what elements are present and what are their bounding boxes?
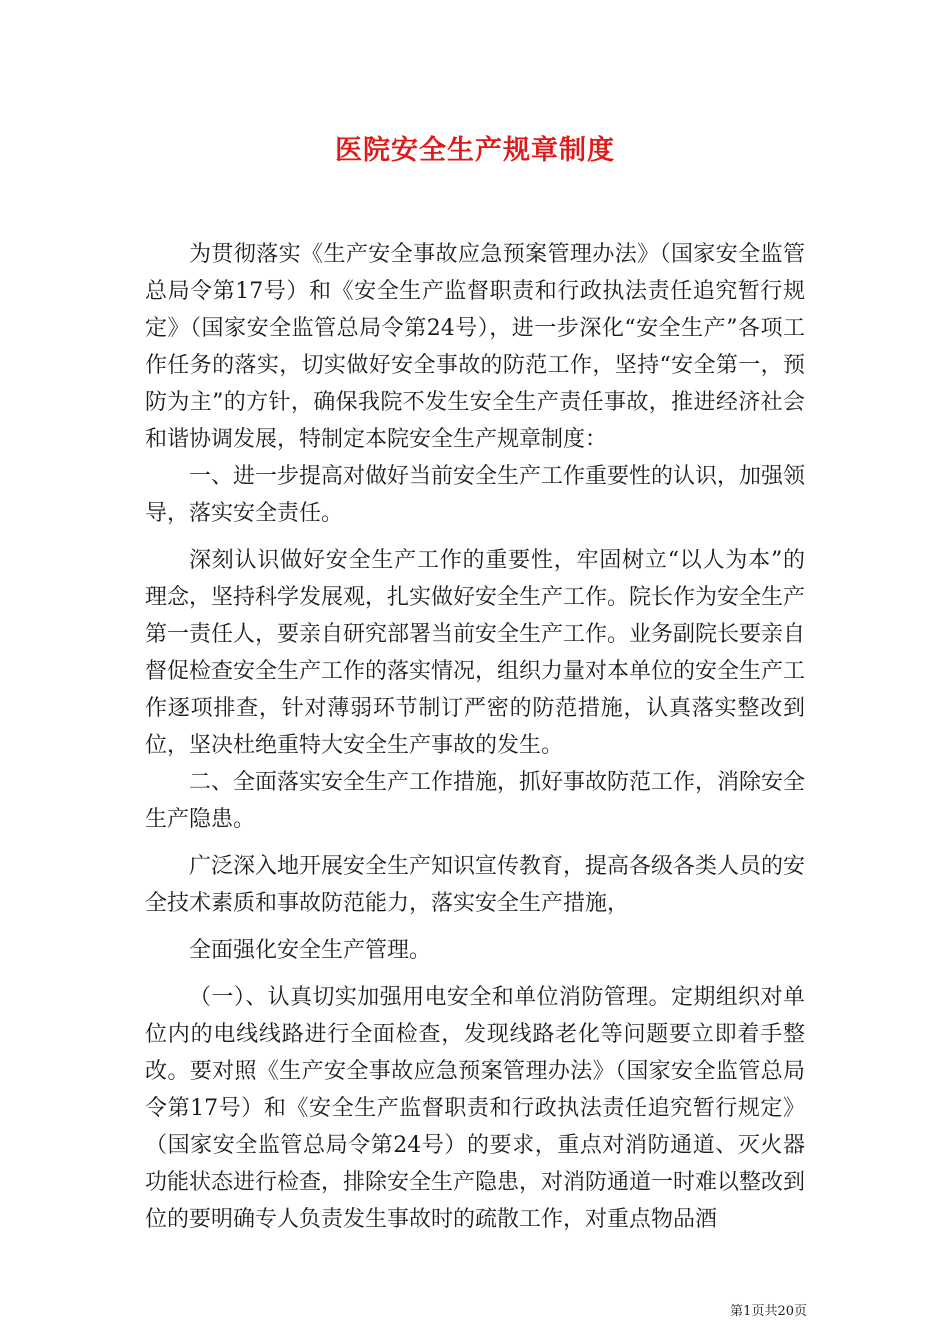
- paragraph-section-1-heading: 一、进一步提高对做好当前安全生产工作重要性的认识，加强领导，落实安全责任。: [145, 464, 806, 526]
- document-body: [145, 236, 805, 1238]
- page-number: 第1页共20页: [730, 1304, 807, 1319]
- paragraph-subsection-1: （一）、认真切实加强用电安全和单位消防管理。定期组织对单位内的电线线路进行全面检查，发现线路老化等问题要立即着手整改。要对照《生产安全事故应急预案管理办法》（国家安全监管总局令第17号）和《安全生产监督职责和行政执法责任追究暂行规定》（国家安全监管总局令第24号）的要求，重点对消防通道、灭火器功能状态进行检查，排除安全生产隐患，对消防通道一时难以整改到位的要明确专人负责发生事故时的疏散工作，对重点物品酒: [145, 985, 806, 1232]
- document-title: 医院安全生产规章制度: [335, 135, 615, 166]
- paragraph-section-2-heading: 二、全面落实安全生产工作措施，抓好事故防范工作，消除安全生产隐患。: [145, 770, 806, 832]
- paragraph-section-2-management: 全面强化安全生产管理。: [189, 938, 432, 963]
- paragraph-intro: 为贯彻落实《生产安全事故应急预案管理办法》（国家安全监管总局令第17号）和《安全生产监督职责和行政执法责任追究暂行规定》（国家安全监管总局令第24号），进一步深化“安全生产”各项工作任务的落实，切实做好安全事故的防范工作，坚持“安全第一，预防为主”的方针，确保我院不发生安全生产责任事故，推进经济社会和谐协调发展，特制定本院安全生产规章制度：: [145, 242, 805, 452]
- paragraph-section-1-body: 深刻认识做好安全生产工作的重要性，牢固树立“以人为本”的理念，坚持科学发展观，扎实做好安全生产工作。院长作为安全生产第一责任人，要亲自研究部署当前安全生产工作。业务副院长要亲自督促检查安全生产工作的落实情况，组织力量对本单位的安全生产工作逐项排查，针对薄弱环节制订严密的防范措施，认真落实整改到位，坚决杜绝重特大安全生产事故的发生。: [145, 548, 806, 758]
- paragraph-section-2-body: 广泛深入地开展安全生产知识宣传教育，提高各级各类人员的安全技术素质和事故防范能力，落实安全生产措施，: [145, 854, 806, 916]
